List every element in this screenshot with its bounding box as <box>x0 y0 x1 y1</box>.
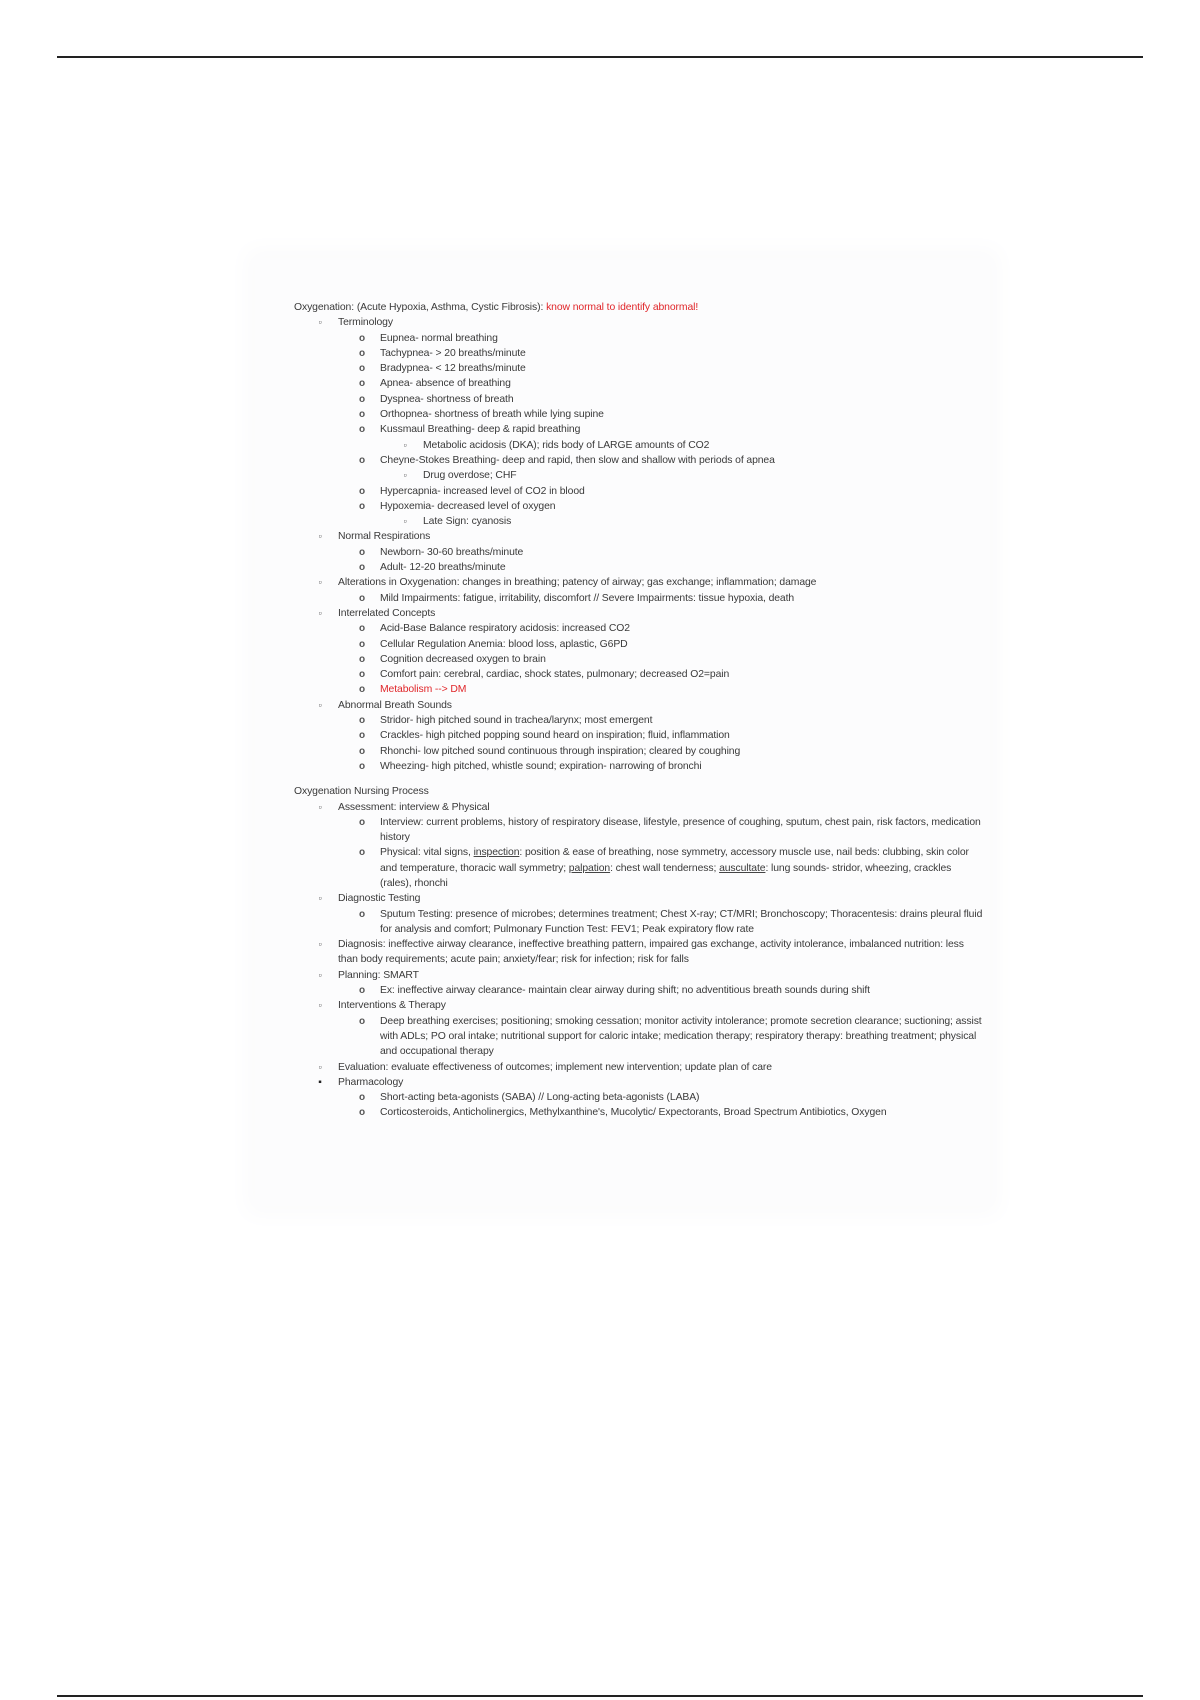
list-item: ▫ Late Sign: cyanosis <box>294 514 984 529</box>
circle-bullet-icon: o <box>358 816 365 828</box>
list-item: o Short-acting beta-agonists (SABA) // Long-acting beta-agonists (LABA) <box>294 1090 984 1105</box>
circle-bullet-icon: o <box>358 908 365 920</box>
square-bullet-icon: ▫ <box>318 1061 322 1072</box>
list-item: o Acid-Base Balance respiratory acidosis: increased CO2 <box>294 621 984 636</box>
list-item: o Dyspnea- shortness of breath <box>294 392 984 407</box>
circle-bullet-icon: o <box>358 623 365 635</box>
list-item: o Bradypnea- < 12 breaths/minute <box>294 361 984 376</box>
circle-bullet-icon: o <box>358 745 365 757</box>
square-bullet-icon: ▫ <box>318 1000 322 1011</box>
list-item: o Adult- 12-20 breaths/minute <box>294 560 984 575</box>
section-1-heading <box>294 300 984 315</box>
list-item: o Cheyne-Stokes Breathing- deep and rapid, then slow and shallow with periods of apnea <box>294 453 984 468</box>
section-2-list <box>294 800 984 1121</box>
list-item: ▫ Evaluation: evaluate effectiveness of outcomes; implement new intervention; update plan of care <box>294 1060 984 1075</box>
list-item: ▫ Interrelated Concepts <box>294 606 984 621</box>
square-bullet-icon: ▫ <box>318 607 322 618</box>
square-bullet-icon: ▫ <box>318 577 322 588</box>
list-item: ▫ Interventions & Therapy <box>294 998 984 1013</box>
list-item: ▫ Assessment: interview & Physical <box>294 800 984 815</box>
circle-bullet-icon: o <box>358 1107 365 1119</box>
circle-bullet-icon: o <box>358 562 365 574</box>
list-item: o Deep breathing exercises; positioning; smoking cessation; monitor activity intolerance; promote secretion clearance; suctioning; assist with ADLs; PO oral intake; nutritional support for caloric intake; medication therapy; respiratory therapy: breathing treatment; physical and occupational therapy <box>294 1014 984 1060</box>
circle-bullet-icon: o <box>358 760 365 772</box>
list-item: ▫ Planning: SMART <box>294 968 984 983</box>
circle-bullet-icon: o <box>358 363 365 375</box>
square-bullet-icon: ▫ <box>403 439 407 450</box>
square-bullet-icon: ▫ <box>403 470 407 481</box>
circle-bullet-icon: o <box>358 347 365 359</box>
list-item: o Crackles- high pitched popping sound heard on inspiration; fluid, inflammation <box>294 728 984 743</box>
list-item: o Eupnea- normal breathing <box>294 331 984 346</box>
list-item: o Kussmaul Breathing- deep & rapid breathing <box>294 422 984 437</box>
list-item: o Rhonchi- low pitched sound continuous through inspiration; cleared by coughing <box>294 744 984 759</box>
list-item: o Mild Impairments: fatigue, irritability, discomfort // Severe Impairments: tissue hypoxia, death <box>294 591 984 606</box>
circle-bullet-icon: o <box>358 638 365 650</box>
list-item: o Wheezing- high pitched, whistle sound; expiration- narrowing of bronchi <box>294 759 984 774</box>
list-item: o Metabolism --> DM <box>294 682 984 697</box>
list-item: ▫ Metabolic acidosis (DKA); rids body of LARGE amounts of CO2 <box>294 438 984 453</box>
square-bullet-icon: ▫ <box>318 939 322 950</box>
square-bullet-icon: ▫ <box>318 801 322 812</box>
circle-bullet-icon: o <box>358 378 365 390</box>
list-item: o Stridor- high pitched sound in trachea/larynx; most emergent <box>294 713 984 728</box>
list-item: ▫ Drug overdose; CHF <box>294 468 984 483</box>
notes-document <box>294 300 984 1121</box>
list-item: ▫ Alterations in Oxygenation: changes in breathing; patency of airway; gas exchange; inflammation; damage <box>294 575 984 590</box>
list-item: o Apnea- absence of breathing <box>294 376 984 391</box>
square-bullet-icon: ▫ <box>318 317 322 328</box>
circle-bullet-icon: o <box>358 715 365 727</box>
list-item: o Physical: vital signs, inspection: position & ease of breathing, nose symmetry, accessory muscle use, nail beds: clubbing, skin color and temperature, thoracic wall symmetry; palpation: chest wall tenderness; auscultate: lung sounds- stridor, wheezing, crackles (rales), rhonchi <box>294 845 984 891</box>
square-bullet-icon: ▫ <box>318 699 322 710</box>
circle-bullet-icon: o <box>358 684 365 696</box>
circle-bullet-icon: o <box>358 653 365 665</box>
list-item: o Cognition decreased oxygen to brain <box>294 652 984 667</box>
list-item: ▫ Diagnosis: ineffective airway clearance, ineffective breathing pattern, impaired gas exchange, activity intolerance, imbalanced nutrition: less than body requirements; acute pain; anxiety/fear; risk for infection; risk for falls <box>294 937 984 968</box>
square-bullet-icon: ▫ <box>403 516 407 527</box>
list-item: o Ex: ineffective airway clearance- maintain clear airway during shift; no adventitious breath sounds during shift <box>294 983 984 998</box>
square-bullet-icon: ▫ <box>318 531 322 542</box>
circle-bullet-icon: o <box>358 1015 365 1027</box>
list-item: o Hypoxemia- decreased level of oxygen <box>294 499 984 514</box>
circle-bullet-icon: o <box>358 1092 365 1104</box>
section-1-title: Oxygenation: (Acute Hypoxia, Asthma, Cystic Fibrosis): <box>294 302 544 313</box>
circle-bullet-icon: o <box>358 669 365 681</box>
list-item: o Tachypnea- > 20 breaths/minute <box>294 346 984 361</box>
circle-bullet-icon: o <box>358 546 365 558</box>
list-item: ▫ Normal Respirations <box>294 529 984 544</box>
circle-bullet-icon: o <box>358 592 365 604</box>
section-2-heading: Oxygenation Nursing Process <box>294 786 429 798</box>
list-item: o Corticosteroids, Anticholinergics, Methylxanthine's, Mucolytic/ Expectorants, Broad Spectrum Antibiotics, Oxygen <box>294 1105 984 1120</box>
circle-bullet-icon: o <box>358 500 365 512</box>
circle-bullet-icon: o <box>358 424 365 436</box>
list-item: o Comfort pain: cerebral, cardiac, shock states, pulmonary; decreased O2=pain <box>294 667 984 682</box>
list-item: ▫ Terminology <box>294 315 984 330</box>
list-item: ▫ Diagnostic Testing <box>294 891 984 906</box>
footer-rule <box>57 1695 1143 1697</box>
circle-bullet-icon: o <box>358 847 365 859</box>
square-bullet-icon: ▫ <box>318 969 322 980</box>
section-1-list <box>294 315 984 774</box>
list-item: o Interview: current problems, history of respiratory disease, lifestyle, presence of coughing, sputum, chest pain, risk factors, medication history <box>294 815 984 846</box>
list-item: o Hypercapnia- increased level of CO2 in blood <box>294 484 984 499</box>
list-item: ▪ Pharmacology <box>294 1075 984 1090</box>
circle-bullet-icon: o <box>358 454 365 466</box>
circle-bullet-icon: o <box>358 393 365 405</box>
filled-square-bullet-icon: ▪ <box>318 1076 322 1088</box>
circle-bullet-icon: o <box>358 332 365 344</box>
circle-bullet-icon: o <box>358 485 365 497</box>
list-item: o Cellular Regulation Anemia: blood loss, aplastic, G6PD <box>294 637 984 652</box>
circle-bullet-icon: o <box>358 985 365 997</box>
square-bullet-icon: ▫ <box>318 893 322 904</box>
list-item: o Sputum Testing: presence of microbes; determines treatment; Chest X-ray; CT/MRI; Bronchoscopy; Thoracentesis: drains pleural fluid for analysis and comfort; Pulmonary Function Test: FEV1; Peak expiratory flow rate <box>294 907 984 938</box>
list-item: o Newborn- 30-60 breaths/minute <box>294 545 984 560</box>
list-item: ▫ Abnormal Breath Sounds <box>294 698 984 713</box>
circle-bullet-icon: o <box>358 730 365 742</box>
header-rule <box>57 56 1143 58</box>
section-1-note: know normal to identify abnormal! <box>546 302 699 313</box>
circle-bullet-icon: o <box>358 409 365 421</box>
list-item: o Orthopnea- shortness of breath while lying supine <box>294 407 984 422</box>
